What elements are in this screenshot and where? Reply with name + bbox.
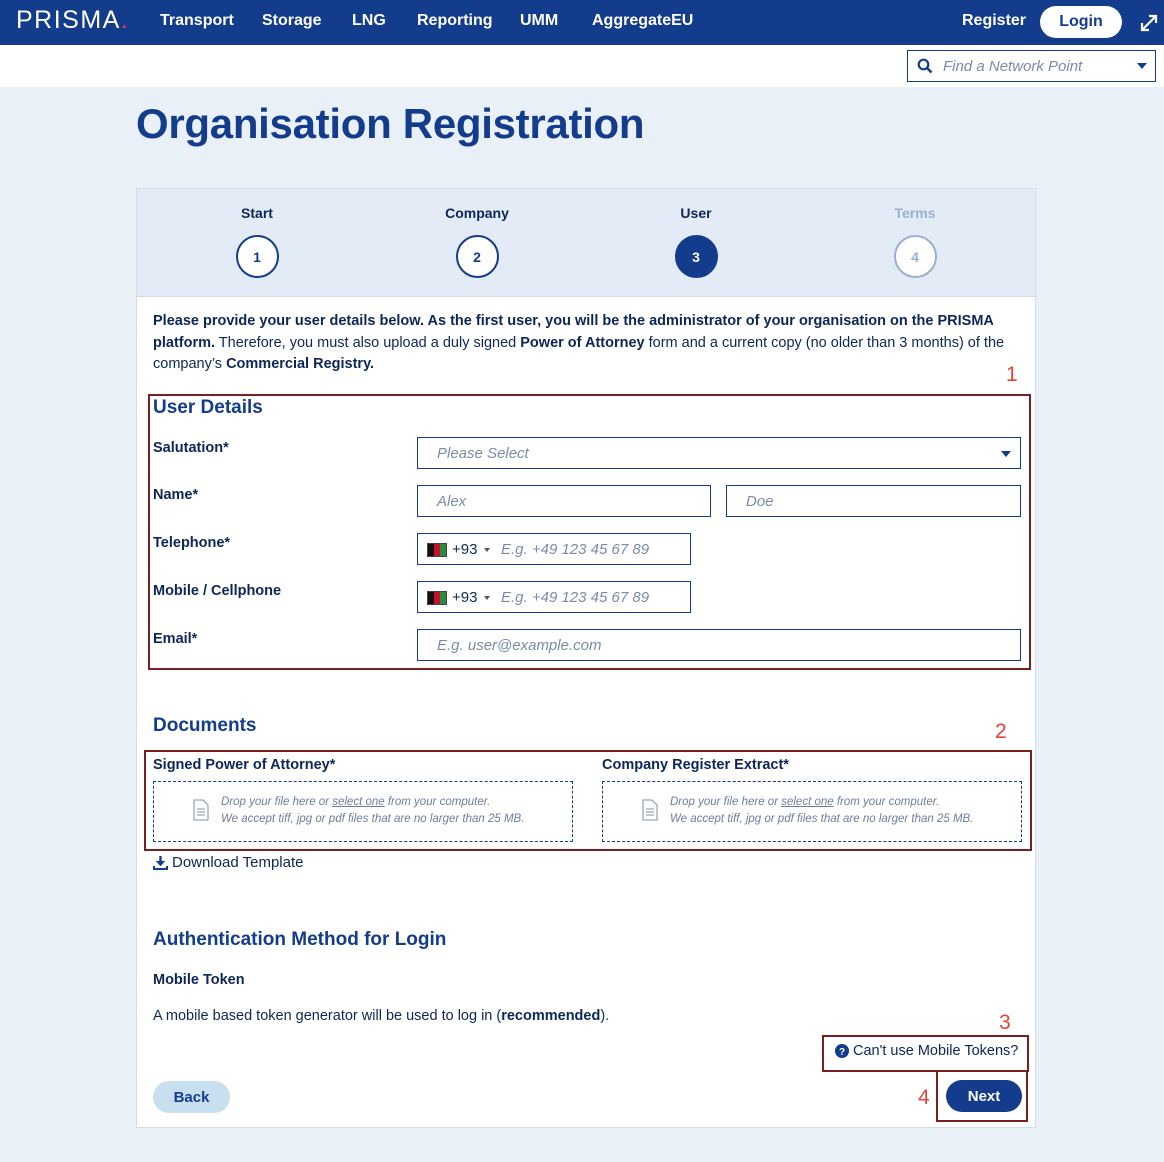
desc-text: ). bbox=[600, 1008, 610, 1024]
nav-transport[interactable]: Transport bbox=[160, 12, 234, 29]
svg-text:?: ? bbox=[838, 1047, 846, 1058]
top-navbar bbox=[0, 0, 1164, 45]
nav-umm[interactable]: UMM bbox=[520, 12, 559, 29]
company-register-dropzone[interactable] bbox=[602, 781, 1022, 842]
dropzone-text bbox=[670, 796, 939, 808]
intro-bold: Commercial Registry. bbox=[226, 356, 375, 372]
afghanistan-flag-icon[interactable] bbox=[427, 591, 447, 605]
prisma-logo[interactable] bbox=[16, 6, 129, 35]
search-placeholder: Find a Network Point bbox=[943, 58, 1083, 75]
salutation-placeholder: Please Select bbox=[437, 445, 529, 462]
annotation-number: 4 bbox=[918, 1086, 930, 1109]
nav-aggregateeu[interactable]: AggregateEU bbox=[592, 12, 694, 29]
country-code[interactable]: +93 bbox=[452, 589, 478, 606]
page-title: Organisation Registration bbox=[136, 100, 645, 147]
select-file-link[interactable]: select one bbox=[332, 796, 385, 808]
mobile-token-description bbox=[153, 1008, 609, 1024]
telephone-field[interactable] bbox=[417, 533, 691, 565]
authentication-heading: Authentication Method for Login bbox=[153, 929, 447, 950]
intro-span: form and a current copy (no older than 3 months) of the company’s bbox=[153, 334, 1005, 372]
afghanistan-flag-icon[interactable] bbox=[427, 543, 447, 557]
nav-storage[interactable]: Storage bbox=[262, 12, 322, 29]
step-user bbox=[636, 205, 756, 278]
step-label: User bbox=[680, 205, 712, 221]
dropzone-note: We accept tiff, jpg or pdf files that are no larger than 25 MB. bbox=[221, 813, 525, 825]
first-name-field[interactable] bbox=[417, 485, 711, 517]
telephone-placeholder: E.g. +49 123 45 67 89 bbox=[501, 541, 650, 558]
step-terms bbox=[855, 205, 975, 278]
first-name-placeholder: Alex bbox=[437, 493, 467, 510]
download-icon bbox=[153, 855, 168, 870]
name-label: Name* bbox=[153, 487, 199, 503]
user-details-heading: User Details bbox=[153, 397, 263, 418]
network-point-search[interactable] bbox=[907, 50, 1156, 82]
mobile-label: Mobile / Cellphone bbox=[153, 583, 282, 599]
country-code[interactable]: +93 bbox=[452, 541, 478, 558]
salutation-label: Salutation* bbox=[153, 440, 229, 456]
back-button[interactable]: Back bbox=[153, 1081, 230, 1113]
dropzone-note: We accept tiff, jpg or pdf files that are no larger than 25 MB. bbox=[670, 813, 974, 825]
login-button[interactable]: Login bbox=[1040, 6, 1122, 38]
power-of-attorney-dropzone[interactable] bbox=[153, 781, 573, 842]
registration-card bbox=[136, 188, 1036, 1128]
step-circle: 2 bbox=[456, 235, 499, 278]
last-name-placeholder: Doe bbox=[746, 493, 774, 510]
salutation-select[interactable] bbox=[417, 437, 1021, 469]
chevron-down-icon bbox=[484, 596, 490, 600]
search-bar-row bbox=[0, 45, 1164, 87]
intro-bold: Please provide your user details below. As the first user, you will be the administrator of your organisation on the PRISMA platform. bbox=[153, 313, 994, 351]
drop-text: Drop your file here or bbox=[221, 796, 333, 808]
nav-reporting[interactable]: Reporting bbox=[417, 12, 493, 29]
chevron-down-icon bbox=[484, 548, 490, 552]
help-icon bbox=[835, 1044, 849, 1058]
mobile-placeholder: E.g. +49 123 45 67 89 bbox=[501, 589, 650, 606]
intro-span: Therefore, you must also upload a duly signed bbox=[215, 334, 521, 351]
email-label: Email* bbox=[153, 631, 198, 647]
intro-bold: Power of Attorney bbox=[520, 334, 645, 351]
step-label: Terms bbox=[894, 205, 936, 221]
documents-heading: Documents bbox=[153, 715, 257, 736]
email-field[interactable] bbox=[417, 629, 1021, 661]
company-register-label: Company Register Extract* bbox=[602, 757, 789, 773]
download-template-link[interactable] bbox=[153, 854, 303, 871]
chevron-down-icon bbox=[1001, 451, 1011, 457]
step-circle: 3 bbox=[675, 235, 718, 278]
select-file-link[interactable]: select one bbox=[781, 796, 834, 808]
nav-lng[interactable]: LNG bbox=[352, 12, 386, 29]
step-label: Start bbox=[241, 205, 273, 221]
logo-text: PRISMA bbox=[16, 6, 121, 34]
register-link[interactable]: Register bbox=[962, 12, 1027, 29]
cant-use-label: Can't use Mobile Tokens? bbox=[853, 1043, 1019, 1059]
step-circle: 4 bbox=[894, 235, 937, 278]
step-label: Company bbox=[445, 205, 509, 221]
mobile-field[interactable] bbox=[417, 581, 691, 613]
step-start bbox=[197, 205, 317, 278]
desc-bold: recommended bbox=[501, 1008, 601, 1024]
last-name-field[interactable] bbox=[726, 485, 1021, 517]
file-icon bbox=[193, 799, 209, 821]
desc-text: A mobile based token generator will be used to log in ( bbox=[153, 1008, 502, 1024]
file-icon bbox=[642, 799, 658, 821]
dropzone-text bbox=[221, 796, 490, 808]
power-of-attorney-label: Signed Power of Attorney* bbox=[153, 757, 336, 773]
drop-text: Drop your file here or bbox=[670, 796, 782, 808]
email-placeholder: E.g. user@example.com bbox=[437, 637, 602, 654]
step-company bbox=[417, 205, 537, 278]
search-icon bbox=[917, 58, 933, 74]
cant-use-mobile-tokens-link[interactable] bbox=[835, 1043, 1018, 1059]
chevron-down-icon bbox=[1137, 63, 1147, 69]
expand-icon[interactable] bbox=[1140, 11, 1158, 33]
intro-text bbox=[153, 311, 1013, 376]
next-button[interactable]: Next bbox=[946, 1080, 1022, 1112]
drop-text: from your computer. bbox=[833, 796, 940, 808]
download-template-label: Download Template bbox=[172, 854, 304, 871]
annotation-number: 3 bbox=[999, 1011, 1011, 1034]
logo-dot: . bbox=[120, 6, 130, 34]
annotation-number: 2 bbox=[995, 720, 1007, 743]
annotation-number: 1 bbox=[1006, 363, 1018, 386]
step-circle: 1 bbox=[236, 235, 279, 278]
step-indicator bbox=[137, 189, 1035, 297]
telephone-label: Telephone* bbox=[153, 535, 231, 551]
drop-text: from your computer. bbox=[384, 796, 491, 808]
mobile-token-label: Mobile Token bbox=[153, 972, 245, 988]
